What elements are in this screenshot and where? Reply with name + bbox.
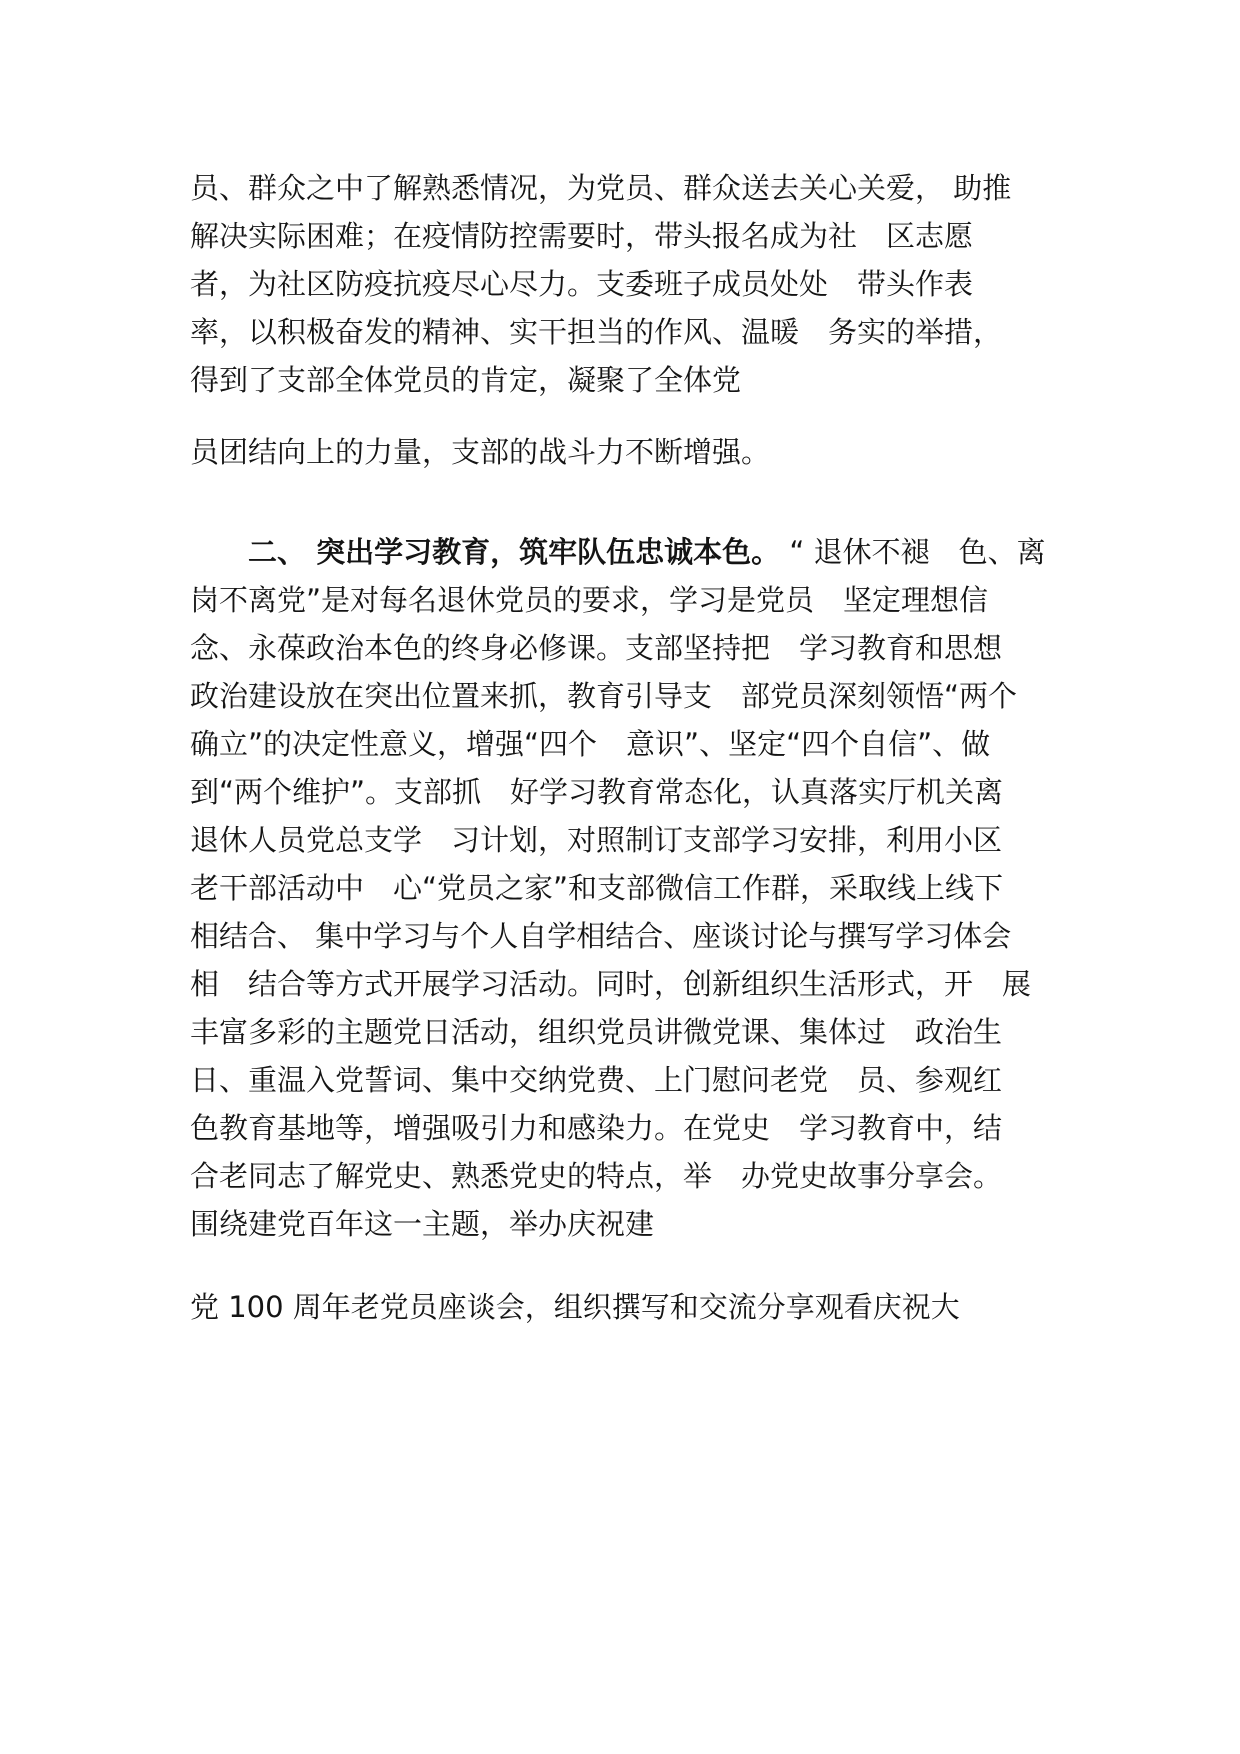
text-line: 念、永葆政治本色的终身必修课。支部坚持把 学习教育和思想 [190, 631, 1003, 665]
section-heading: 二、 突出学习教育，筑牢队伍忠诚本色。 [248, 535, 781, 569]
text-line: 解决实际困难；在疫情防控需要时，带头报名成为社 区志愿 [190, 219, 974, 253]
text-line: 确立”的决定性意义，增强“四个 意识”、坚定“四个自信”、做 [190, 727, 991, 761]
section-first-line-text: “ 退休不褪 色、离 [780, 535, 1046, 569]
text-line: 党 100 周年老党员座谈会，组织撰写和交流分享观看庆祝大 [190, 1290, 960, 1324]
text-line: 岗不离党”是对每名退休党员的要求，学习是党员 坚定理想信 [190, 583, 989, 617]
text-line: 合老同志了解党史、熟悉党史的特点，举 办党史故事分享会。 [190, 1159, 1003, 1193]
text-line: 相 结合等方式开展学习活动。同时，创新组织生活形式，开 展 [190, 967, 1032, 1001]
text-line: 到“两个维护”。支部抓 好学习教育常态化，认真落实厅机关离 [190, 775, 1004, 809]
text-line: 政治建设放在突出位置来抓，教育引导支 部党员深刻领悟“两个 [190, 679, 1018, 713]
text-line: 员、群众之中了解熟悉情况，为党员、群众送去关心关爱， 助推 [190, 171, 1012, 205]
text-line: 老干部活动中 心“党员之家”和支部微信工作群，采取线上线下 [190, 871, 1004, 905]
text-line: 率，以积极奋发的精神、实干担当的作风、温暖 务实的举措， [190, 315, 1003, 349]
paragraph-1 [190, 164, 1090, 404]
text-line: 丰富多彩的主题党日活动，组织党员讲微党课、集体过 政治生 [190, 1015, 1003, 1049]
text-line: 得到了支部全体党员的肯定，凝聚了全体党 [190, 363, 742, 397]
text-line: 围绕建党百年这一主题，举办庆祝建 [190, 1207, 655, 1241]
section-first-line [190, 528, 1090, 576]
text-line: 员团结向上的力量，支部的战斗力不断增强。 [190, 435, 771, 469]
text-line: 者，为社区防疫抗疫尽心尽力。支委班子成员处处 带头作表 [190, 267, 974, 301]
text-line: 退休人员党总支学 习计划，对照制订支部学习安排，利用小区 [190, 823, 1003, 857]
text-line: 相结合、 集中学习与个人自学相结合、座谈讨论与撰写学习体会 [190, 919, 1012, 953]
paragraph-3 [190, 528, 1090, 1248]
text-line: 日、重温入党誓词、集中交纳党费、上门慰问老党 员、参观红 [190, 1063, 1003, 1097]
paragraph-4 [190, 1283, 1090, 1331]
text-line: 色教育基地等，增强吸引力和感染力。在党史 学习教育中，结 [190, 1111, 1003, 1145]
paragraph-2 [190, 428, 1090, 476]
